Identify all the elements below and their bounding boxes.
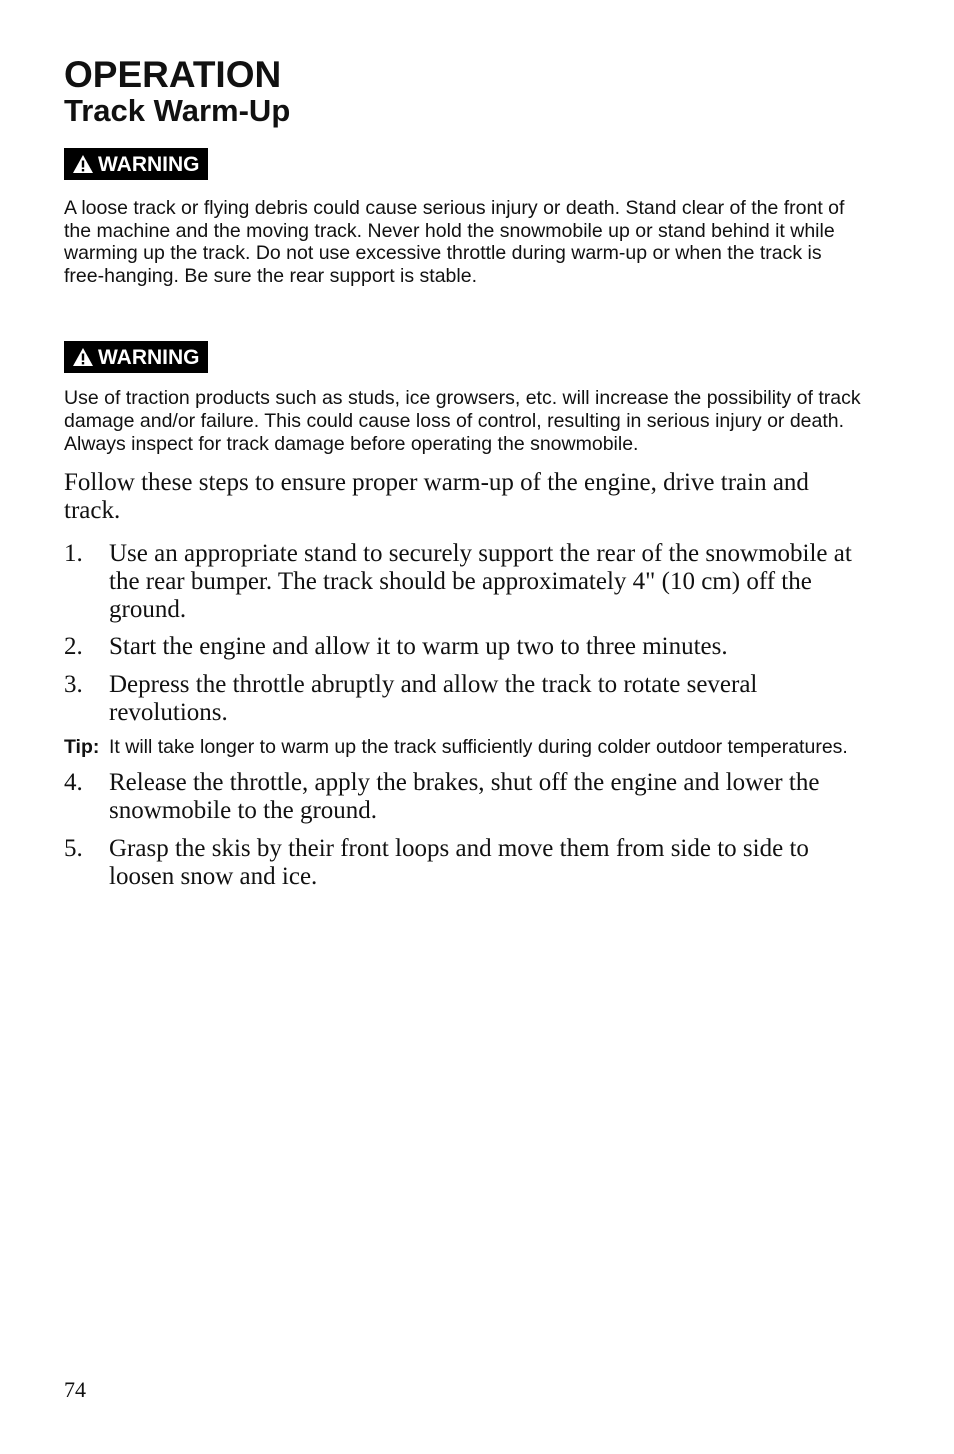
warning-triangle-icon: [72, 347, 94, 367]
section-title: OPERATION: [64, 54, 282, 95]
step-number: 5.: [64, 835, 83, 863]
warning-block-2: [64, 341, 864, 455]
step-text: Release the throttle, apply the brakes, shut off the engine and lower the snowmobile to the ground.: [109, 769, 820, 825]
list-item: [64, 633, 864, 661]
warning-triangle-icon: [72, 154, 94, 174]
step-number: 3.: [64, 671, 83, 699]
tip-note: [64, 736, 864, 759]
warning-badge: [64, 148, 208, 180]
intro-paragraph: Follow these steps to ensure proper warm-up of the engine, drive train and track.: [64, 469, 809, 525]
warning-label: WARNING: [98, 152, 200, 176]
warning-text: A loose track or flying debris could cause serious injury or death. Stand clear of the front of the machine and the moving track. Never hold the snowmobile up or stand behind it while warming up the track. Do not use excessive throttle during warm-up or when the track is free-hanging. Be sure the rear support is stable.: [64, 197, 845, 287]
step-text: Start the engine and allow it to warm up two to three minutes.: [109, 633, 728, 661]
step-text: Grasp the skis by their front loops and move them from side to side to loosen snow and ice.: [109, 835, 809, 891]
steps-list: [64, 540, 864, 891]
list-item: [64, 835, 864, 891]
warning-text: Use of traction products such as studs, ice growsers, etc. will increase the possibility of track damage and/or failure. This could cause loss of control, resulting in serious injury or death. Always inspect for track damage before operating the snowmobile.: [64, 387, 861, 455]
step-number: 4.: [64, 769, 83, 797]
list-item: [64, 671, 864, 727]
step-text: Depress the throttle abruptly and allow the track to rotate several revolutions.: [109, 671, 758, 727]
page-title: Track Warm-Up: [64, 93, 291, 128]
step-number: 2.: [64, 633, 83, 661]
warning-label: WARNING: [98, 345, 200, 369]
list-item: [64, 540, 864, 624]
tip-text: It will take longer to warm up the track sufficiently during colder outdoor temperatures.: [109, 736, 848, 759]
warning-block-1: [64, 148, 864, 287]
tip-label: Tip:: [64, 736, 100, 759]
step-number: 1.: [64, 540, 83, 568]
warning-badge: [64, 341, 208, 373]
step-text: Use an appropriate stand to securely support the rear of the snowmobile at the rear bumper. The track should be approximately 4" (10 cm) off the ground.: [109, 540, 852, 624]
list-item: [64, 769, 864, 825]
page-number: 74: [64, 1377, 86, 1402]
manual-page: [64, 56, 864, 891]
